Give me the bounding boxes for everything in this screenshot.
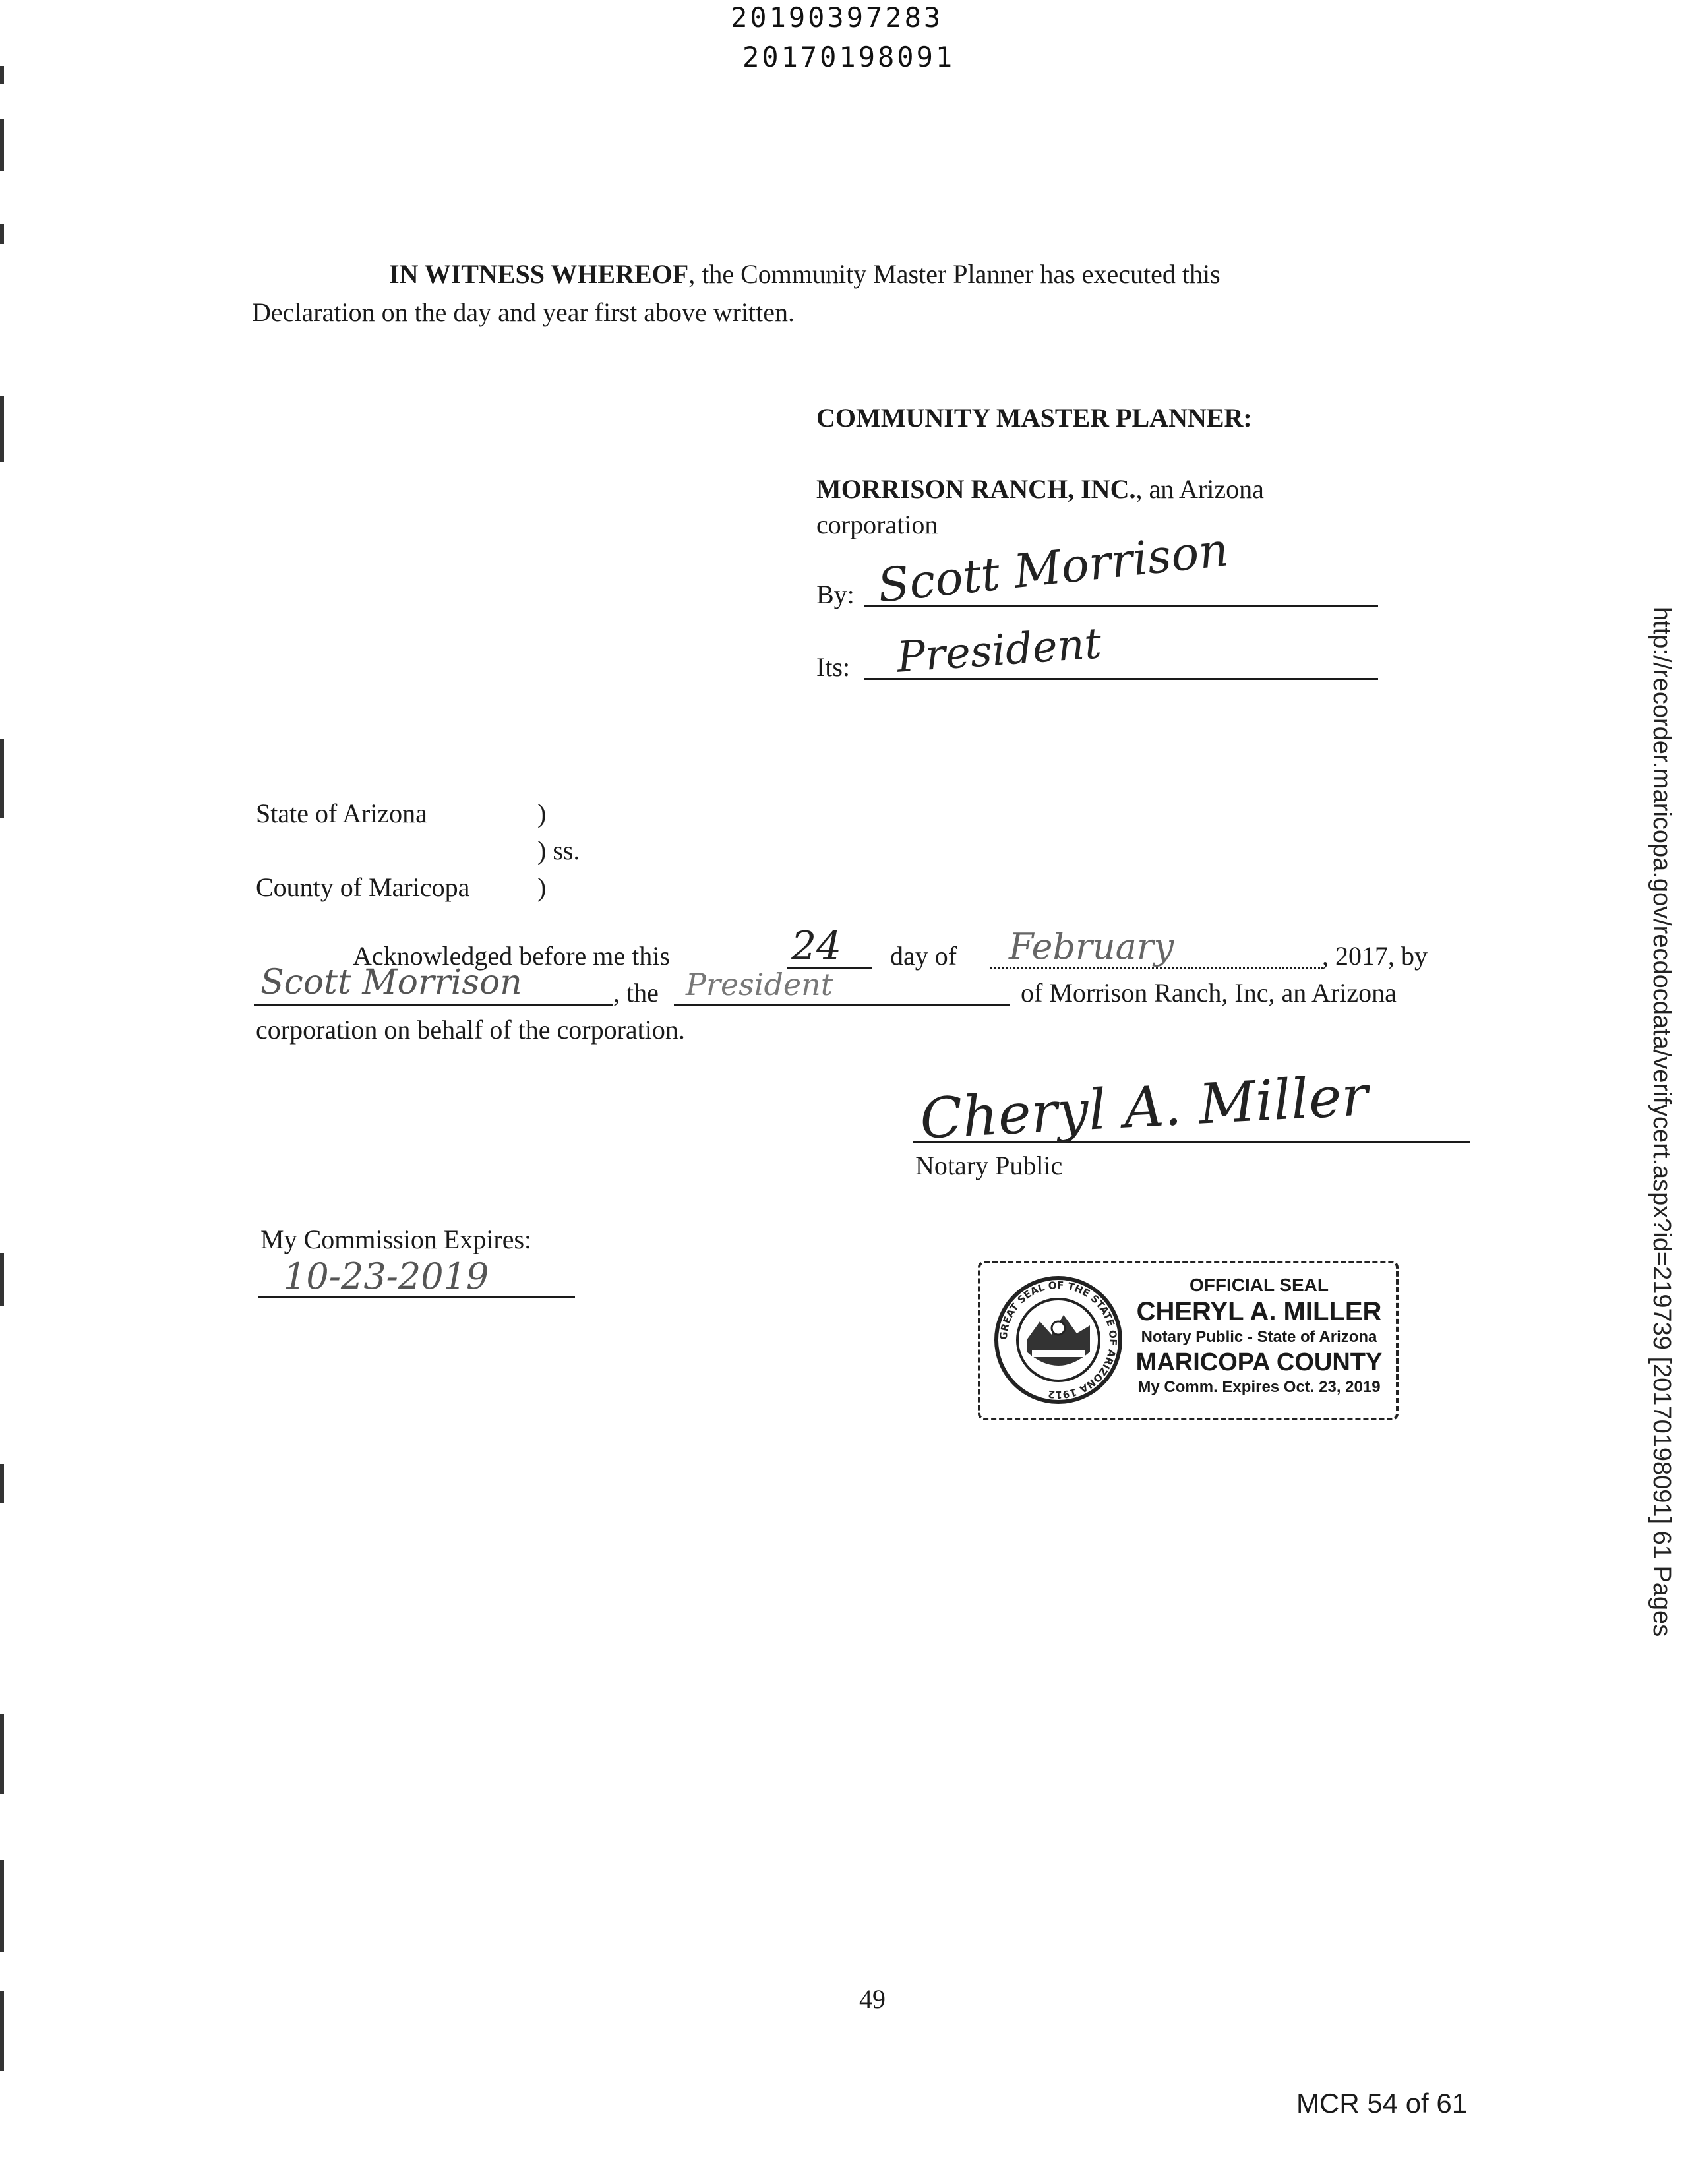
signature-block-heading: COMMUNITY MASTER PLANNER: xyxy=(816,403,1252,433)
notary-signature: Cheryl A. Miller xyxy=(918,1063,1370,1151)
ack-before: Acknowledged before me this xyxy=(353,941,670,971)
ack-day-of: day of xyxy=(890,941,957,971)
scan-mark xyxy=(0,1464,4,1503)
signer-signature: Scott Morrison xyxy=(875,522,1231,613)
seal-emblem-text: GREAT SEAL OF THE STATE OF ARIZONA 1912 xyxy=(997,1279,1120,1401)
scan-mark xyxy=(0,119,4,171)
verification-url[interactable]: http://recorder.maricopa.gov/recdocdata/verifycert.aspx?id=219739 [20170198091] 61 Pages xyxy=(1648,607,1675,1637)
seal-notary-name: CHERYL A. MILLER xyxy=(1136,1297,1382,1326)
scan-mark xyxy=(0,66,4,84)
state-seal-emblem-icon xyxy=(992,1274,1124,1406)
ack-month-value: February xyxy=(1009,926,1174,967)
ack-name-value: Scott Morrison xyxy=(260,963,522,1002)
venue-paren-2: ) xyxy=(537,872,547,902)
record-number-secondary: 20170198091 xyxy=(742,41,955,73)
page-number: 49 xyxy=(859,1984,886,2014)
ack-title-line xyxy=(674,1004,1010,1006)
witness-lead: IN WITNESS WHEREOF xyxy=(389,259,689,289)
ack-title-value: President xyxy=(686,967,833,1002)
venue-paren-1: ) xyxy=(537,799,547,828)
commission-date: 10-23-2019 xyxy=(284,1256,489,1297)
entity-name: MORRISON RANCH, INC. xyxy=(816,474,1136,504)
by-label: By: xyxy=(816,580,855,609)
venue-ss: ) ss. xyxy=(537,835,580,865)
witness-line-1 xyxy=(389,256,1221,293)
commission-label: My Commission Expires: xyxy=(260,1225,532,1254)
mcr-page-count: MCR 54 of 61 xyxy=(1296,2088,1468,2119)
entity-line xyxy=(816,471,1469,508)
scan-mark xyxy=(0,224,4,244)
witness-rest: , the Community Master Planner has executed this xyxy=(688,259,1221,289)
scan-mark xyxy=(0,1253,4,1306)
seal-notary-state: Notary Public - State of Arizona xyxy=(1141,1328,1377,1346)
notary-label: Notary Public xyxy=(915,1151,1063,1180)
ack-the: , the xyxy=(613,978,659,1008)
verification-url-sidebar xyxy=(1644,607,1683,1714)
ack-line-3: corporation on behalf of the corporation. xyxy=(256,1015,685,1045)
scan-mark xyxy=(0,396,4,462)
its-value-handwritten: President xyxy=(895,619,1103,682)
entity-line-2: corporation xyxy=(816,510,938,539)
venue-county: County of Maricopa xyxy=(256,872,470,902)
ack-year-by: , 2017, by xyxy=(1322,941,1428,971)
scan-mark xyxy=(0,1714,4,1794)
scan-mark xyxy=(0,1860,4,1952)
ack-of-company: of Morrison Ranch, Inc, an Arizona xyxy=(1021,978,1397,1008)
venue-state: State of Arizona xyxy=(256,799,427,828)
seal-county: MARICOPA COUNTY xyxy=(1135,1349,1383,1376)
notary-seal-stamp xyxy=(978,1261,1399,1420)
ack-name-line xyxy=(254,1004,613,1006)
its-label: Its: xyxy=(816,652,851,682)
seal-title: OFFICIAL SEAL xyxy=(1189,1275,1329,1295)
scan-mark xyxy=(0,739,4,818)
witness-line-2: Declaration on the day and year first above written. xyxy=(252,297,795,327)
seal-text xyxy=(1129,1274,1389,1398)
scan-mark xyxy=(0,1991,4,2071)
ack-day-value: 24 xyxy=(791,923,842,969)
seal-expiration: My Comm. Expires Oct. 23, 2019 xyxy=(1137,1378,1381,1396)
entity-rest: , an Arizona xyxy=(1135,474,1264,504)
record-number-primary: 20190397283 xyxy=(731,1,944,34)
